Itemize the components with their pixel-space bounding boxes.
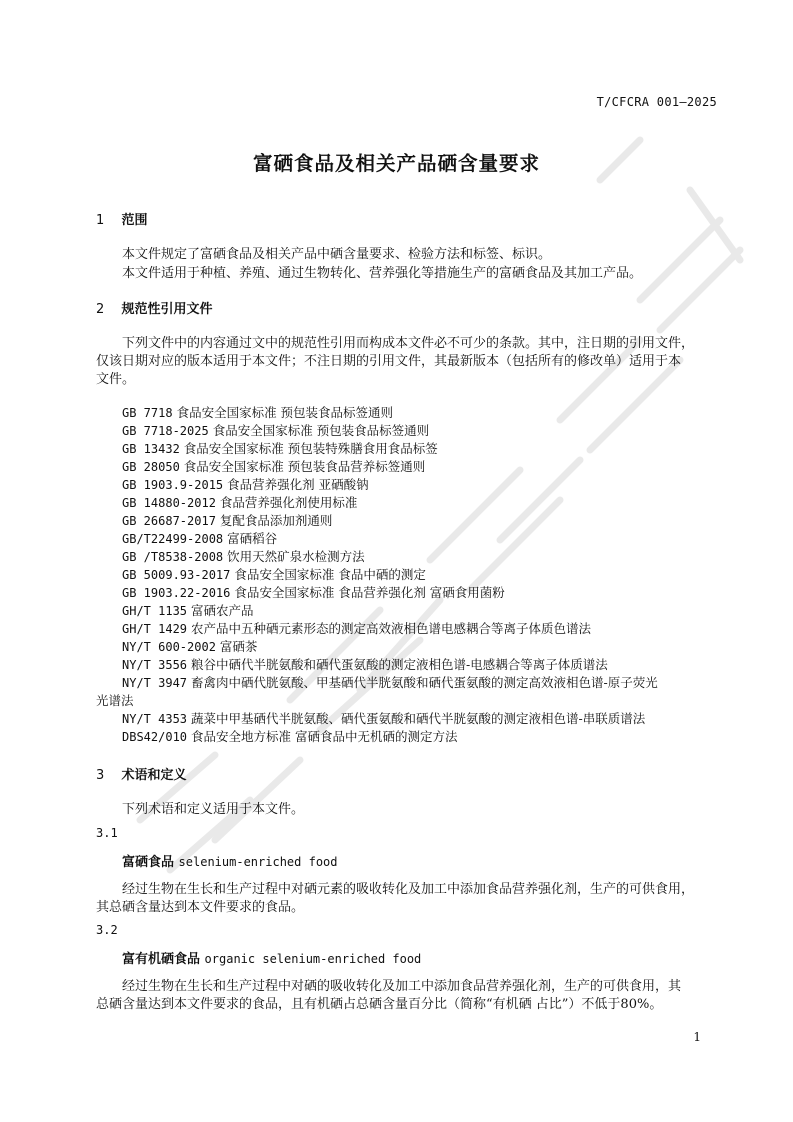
reference-item: NY/T 600-2002 富硒茶 (122, 639, 258, 654)
reference-item: DBS42/010 食品安全地方标准 富硒食品中无机硒的测定方法 (122, 729, 458, 744)
reference-item: GB 13432 食品安全国家标准 预包装特殊膳食用食品标签 (122, 441, 438, 456)
reference-item: GB /T8538-2008 饮用天然矿泉水检测方法 (122, 549, 365, 564)
definition-line: 经过生物在生长和生产过程中对硒元素的吸收转化及加工中添加食品营养强化剂，生产的可供食用， (122, 882, 695, 897)
term-english: organic selenium-enriched food (204, 952, 422, 966)
reference-item: GB 5009.93-2017 食品安全国家标准 食品中硒的测定 (122, 567, 426, 582)
reference-item: GH/T 1429 农产品中五种硒元素形态的测定高效液相色谱电感耦合等离子体质色谱法 (122, 621, 592, 636)
paragraph-line: 仅该日期对应的版本适用于本文件；不注日期的引用文件，其最新版本（包括所有的修改单）适用于本 (96, 354, 682, 369)
paragraph-line: 本文件规定了富硒食品及相关产品中硒含量要求、检验方法和标签、标识。 (122, 247, 552, 262)
reference-item: GB 7718 食品安全国家标准 预包装食品标签通则 (122, 405, 394, 420)
reference-item: NY/T 3556 粮谷中硒代半胱氨酸和硒代蛋氨酸的测定液相色谱-电感耦合等离子体质谱法 (122, 657, 608, 672)
paragraph-line: 文件。 (96, 372, 136, 387)
definition-line: 经过生物在生长和生产过程中对硒的吸收转化及加工中添加食品营养强化剂，生产的可供食用，其 (122, 979, 682, 994)
term-english: selenium-enriched food (178, 855, 338, 869)
section-1-heading (96, 209, 148, 228)
reference-item: NY/T 4353 蔬菜中甲基硒代半胱氨酸、硒代蛋氨酸和硒代半胱氨酸的测定液相色谱-串联质谱法 (122, 711, 646, 726)
term-heading (122, 948, 421, 967)
clause-number: 3.2 (96, 923, 118, 937)
term-heading (122, 851, 338, 870)
section-title: 规范性引用文件 (121, 302, 213, 317)
section-3-heading (96, 764, 187, 783)
page-number: 1 (693, 1030, 701, 1044)
section-title: 范围 (121, 213, 148, 228)
reference-item: GB 14880-2012 食品营养强化剂使用标准 (122, 495, 358, 510)
reference-item: GB 1903.9-2015 食品营养强化剂 亚硒酸钠 (122, 477, 369, 492)
paragraph-line: 下列术语和定义适用于本文件。 (122, 802, 305, 817)
reference-item: GB 7718-2025 食品安全国家标准 预包装食品标签通则 (122, 423, 430, 438)
reference-item: NY/T 3947 畜禽肉中硒代胱氨酸、甲基硒代半胱氨酸和硒代蛋氨酸的测定高效液相色谱-原子荧光 (122, 675, 658, 690)
reference-item: GB 28050 食品安全国家标准 预包装食品营养标签通则 (122, 459, 426, 474)
paragraph-line: 本文件适用于种植、养殖、通过生物转化、营养强化等措施生产的富硒食品及其加工产品。 (122, 266, 643, 281)
reference-item-continuation: 光谱法 (96, 693, 134, 708)
section-number: 1 (96, 213, 105, 228)
section-number: 3 (96, 768, 105, 783)
section-number: 2 (96, 302, 105, 317)
section-title: 术语和定义 (121, 768, 187, 783)
clause-number: 3.1 (96, 826, 118, 840)
paragraph-line: 下列文件中的内容通过文中的规范性引用而构成本文件必不可少的条款。其中，注日期的引用文件， (122, 336, 695, 351)
term-chinese: 富硒食品 (122, 855, 175, 870)
definition-line: 其总硒含量达到本文件要求的食品。 (96, 900, 305, 915)
term-chinese: 富有机硒食品 (122, 952, 201, 967)
definition-line: 总硒含量达到本文件要求的食品，且有机硒占总硒含量百分比（简称“有机硒 占比”）不低于80%。 (96, 997, 663, 1012)
section-2-heading (96, 298, 213, 317)
reference-item: GB/T22499-2008 富硒稻谷 (122, 531, 278, 546)
document-number: T/CFCRA 001—2025 (596, 95, 717, 109)
reference-item: GB 26687-2017 复配食品添加剂通则 (122, 513, 333, 528)
reference-item: GH/T 1135 富硒农产品 (122, 603, 254, 618)
document-title: 富硒食品及相关产品硒含量要求 (252, 152, 540, 175)
reference-item: GB 1903.22-2016 食品安全国家标准 食品营养强化剂 富硒食用菌粉 (122, 585, 505, 600)
